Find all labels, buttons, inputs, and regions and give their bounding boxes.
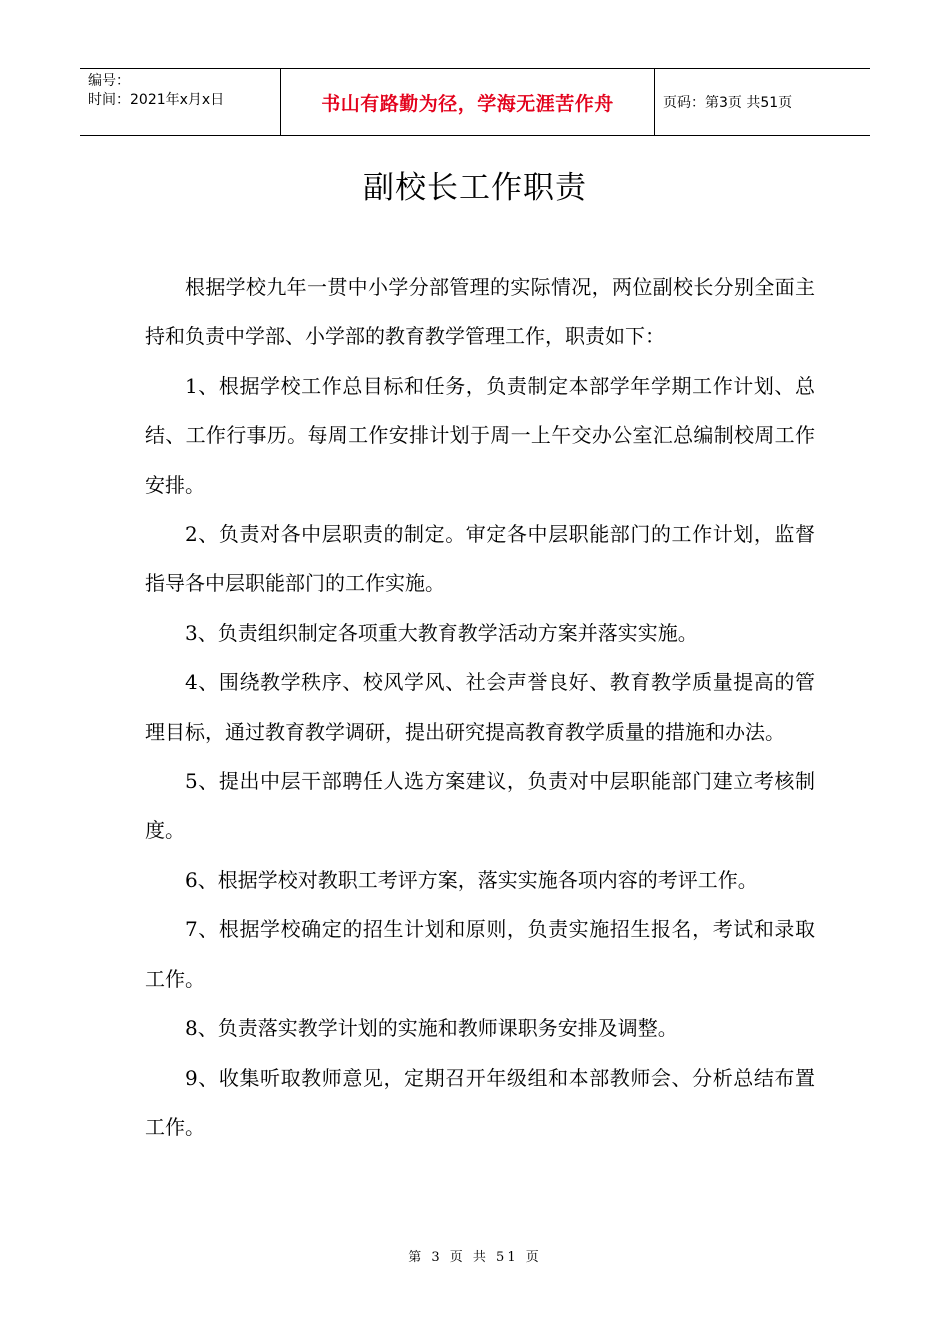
duty-item-4: 4、围绕教学秩序、校风学风、社会声誉良好、教育教学质量提高的管理目标，通过教育教学调研，提出研究提高教育教学质量的措施和办法。	[145, 670, 815, 744]
duty-item-7: 7、根据学校确定的招生计划和原则，负责实施招生报名，考试和录取工作。	[145, 917, 815, 991]
document-title: 副校长工作职责	[363, 170, 587, 206]
duty-item-8: 8、负责落实教学计划的实施和教师课职务安排及调整。	[185, 1016, 678, 1041]
header-motto: 书山有路勤为径，学海无涯苦作舟	[281, 69, 655, 135]
header-page-info: 页码：第3页 共51页	[663, 95, 793, 111]
page-footer: 第 3 页 共 51 页	[408, 1250, 542, 1265]
duty-item-9: 9、收集听取教师意见，定期召开年级组和本部教师会、分析总结布置工作。	[145, 1065, 815, 1139]
duty-item-6: 6、根据学校对教职工考评方案，落实实施各项内容的考评工作。	[185, 867, 758, 892]
duty-item-3: 3、负责组织制定各项重大教育教学活动方案并落实实施。	[185, 620, 698, 645]
header-number-label: 编号：	[88, 73, 130, 89]
duty-item-5: 5、提出中层干部聘任人选方案建议，负责对中层职能部门建立考核制度。	[145, 769, 815, 843]
duty-item-1: 1、根据学校工作总目标和任务，负责制定本部学年学期工作计划、总结、工作行事历。每周工作安排计划于周一上午交办公室汇总编制校周工作安排。	[145, 373, 815, 497]
document-header	[80, 68, 870, 136]
intro-paragraph: 根据学校九年一贯中小学分部管理的实际情况，两位副校长分别全面主持和负责中学部、小学部的教育教学管理工作，职责如下：	[145, 275, 815, 349]
duty-item-2: 2、负责对各中层职责的制定。审定各中层职能部门的工作计划，监督指导各中层职能部门的工作实施。	[145, 522, 815, 596]
header-date-label: 时间：2021年x月x日	[88, 92, 225, 108]
header-meta-cell	[80, 69, 281, 135]
document-body	[145, 263, 815, 1152]
